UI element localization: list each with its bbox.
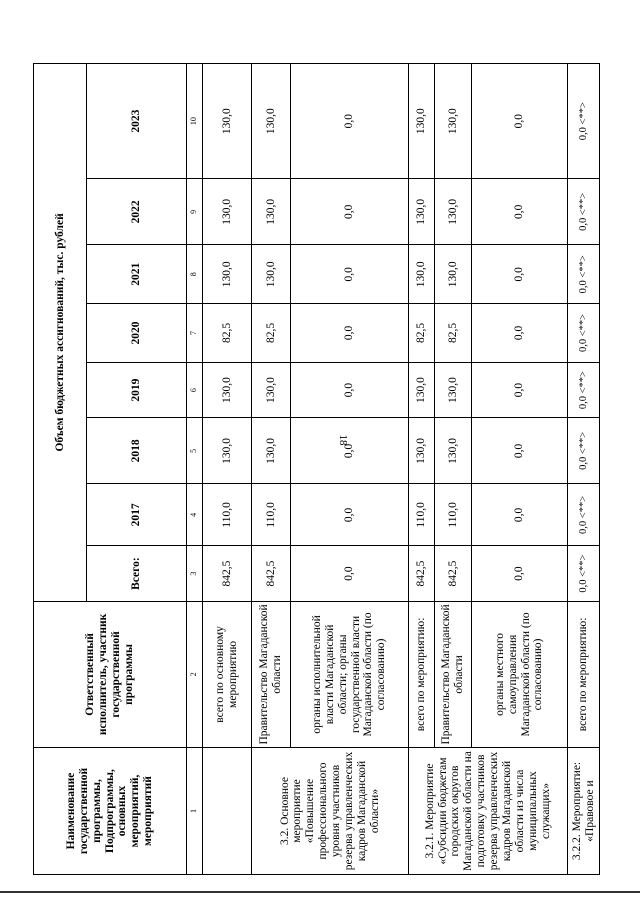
value-cell: 130,0 bbox=[252, 64, 291, 179]
table-row bbox=[568, 64, 600, 875]
column-number: 2 bbox=[187, 601, 203, 747]
value-cell: 130,0 bbox=[252, 179, 291, 245]
value-cell: 0,0 <**> bbox=[568, 64, 600, 179]
value-cell: 0,0 <**> bbox=[568, 546, 600, 601]
value-cell: 110,0 bbox=[252, 484, 291, 546]
column-number: 7 bbox=[187, 304, 203, 363]
row-executor-cell: всего по основному мероприятию bbox=[203, 601, 252, 747]
value-cell: 130,0 bbox=[435, 245, 472, 304]
value-cell: 130,0 bbox=[252, 245, 291, 304]
header-year: 2020 bbox=[87, 304, 187, 363]
header-year: 2017 bbox=[87, 484, 187, 546]
value-cell: 130,0 bbox=[409, 418, 435, 484]
value-cell: 0,0 <**> bbox=[568, 418, 600, 484]
rotated-page-content bbox=[33, 63, 600, 875]
value-cell: 0,0 bbox=[472, 362, 568, 417]
header-year: 2023 bbox=[87, 64, 187, 179]
value-cell: 0,0 <**> bbox=[568, 484, 600, 546]
value-cell: 0,0 bbox=[291, 245, 409, 304]
value-cell: 82,5 bbox=[203, 304, 252, 363]
value-cell: 0,0 bbox=[291, 362, 409, 417]
table-row bbox=[252, 64, 291, 875]
row-name-cell: 3.2. Основное мероприятие «Повышение профессионального уровня участников резерва управленческих кадров Магаданской области» bbox=[252, 748, 409, 875]
column-number: 3 bbox=[187, 546, 203, 601]
header-name: Наименование государственной программы, Подпрограммы, основных мероприятий, мероприятий bbox=[34, 748, 187, 875]
column-number: 4 bbox=[187, 484, 203, 546]
column-number: 6 bbox=[187, 362, 203, 417]
column-number: 5 bbox=[187, 418, 203, 484]
column-number: 1 bbox=[187, 748, 203, 875]
table-row bbox=[203, 64, 252, 875]
value-cell: 110,0 bbox=[435, 484, 472, 546]
value-cell: 130,0 bbox=[252, 362, 291, 417]
value-cell: 0,0 bbox=[291, 484, 409, 546]
row-executor-cell: всего по мероприятию: bbox=[409, 601, 435, 747]
column-number: 8 bbox=[187, 245, 203, 304]
row-name-cell bbox=[203, 748, 252, 875]
budget-table bbox=[33, 63, 600, 875]
value-cell: 0,0 bbox=[472, 418, 568, 484]
row-executor-cell: всего по мероприятию: bbox=[568, 601, 600, 747]
value-cell: 82,5 bbox=[435, 304, 472, 363]
column-number-row bbox=[187, 64, 203, 875]
value-cell: 0,0 bbox=[291, 64, 409, 179]
value-cell: 130,0 bbox=[203, 418, 252, 484]
value-cell: 842,5 bbox=[435, 546, 472, 601]
header-year: 2022 bbox=[87, 179, 187, 245]
row-executor-cell: Правительство Магаданской области bbox=[435, 601, 472, 747]
header-budget-group: Объем бюджетных ассигнований, тыс. рублей bbox=[34, 64, 87, 602]
value-cell: 130,0 bbox=[435, 64, 472, 179]
value-cell: 110,0 bbox=[203, 484, 252, 546]
value-cell: 0,0 <**> bbox=[568, 245, 600, 304]
value-cell: 130,0 bbox=[409, 245, 435, 304]
value-cell: 842,5 bbox=[409, 546, 435, 601]
value-cell: 842,5 bbox=[203, 546, 252, 601]
value-cell: 130,0 bbox=[435, 362, 472, 417]
value-cell: 82,5 bbox=[252, 304, 291, 363]
value-cell: 0,0 <**> bbox=[568, 362, 600, 417]
scan-edge-line bbox=[0, 891, 640, 893]
row-name-cell: 3.2.2. Мероприятие: «Правовое и bbox=[568, 748, 600, 875]
value-cell: 0,0 <**> bbox=[568, 179, 600, 245]
value-cell: 0,0 bbox=[472, 64, 568, 179]
value-cell: 0,0 bbox=[291, 418, 409, 484]
value-cell: 0,0 bbox=[291, 546, 409, 601]
header-year: 2019 bbox=[87, 362, 187, 417]
value-cell: 0,0 bbox=[472, 484, 568, 546]
value-cell: 130,0 bbox=[252, 418, 291, 484]
value-cell: 0,0 bbox=[472, 304, 568, 363]
page-number: 18 bbox=[337, 434, 349, 446]
header-total: Всего: bbox=[87, 546, 187, 601]
header-executor: Ответственный исполнитель, участник государственной программы bbox=[34, 601, 187, 747]
header-year: 2021 bbox=[87, 245, 187, 304]
value-cell: 130,0 bbox=[435, 418, 472, 484]
value-cell: 0,0 bbox=[472, 546, 568, 601]
value-cell: 130,0 bbox=[203, 64, 252, 179]
column-number: 10 bbox=[187, 64, 203, 179]
table-row bbox=[409, 64, 435, 875]
row-name-cell: 3.2.1. Мероприятие «Субсидии бюджетам городских округов Магаданской области на подготовку участников резерва управленческих кадров Магаданской области из числа муниципальных служащих» bbox=[409, 748, 568, 875]
value-cell: 0,0 bbox=[472, 179, 568, 245]
value-cell: 130,0 bbox=[203, 245, 252, 304]
row-executor-cell: органы исполнительной власти Магаданской области; органы государственной власти Магаданской области (по согласованию) bbox=[291, 601, 409, 747]
value-cell: 82,5 bbox=[409, 304, 435, 363]
value-cell: 130,0 bbox=[409, 362, 435, 417]
value-cell: 130,0 bbox=[203, 179, 252, 245]
value-cell: 0,0 bbox=[472, 245, 568, 304]
value-cell: 0,0 <**> bbox=[568, 304, 600, 363]
header-year: 2018 bbox=[87, 418, 187, 484]
row-executor-cell: Правительство Магаданской области bbox=[252, 601, 291, 747]
value-cell: 130,0 bbox=[203, 362, 252, 417]
value-cell: 130,0 bbox=[409, 179, 435, 245]
value-cell: 842,5 bbox=[252, 546, 291, 601]
value-cell: 0,0 bbox=[291, 304, 409, 363]
row-executor-cell: органы местного самоуправления Магаданской области (по согласованию) bbox=[472, 601, 568, 747]
value-cell: 130,0 bbox=[435, 179, 472, 245]
value-cell: 110,0 bbox=[409, 484, 435, 546]
column-number: 9 bbox=[187, 179, 203, 245]
value-cell: 130,0 bbox=[409, 64, 435, 179]
value-cell: 0,0 bbox=[291, 179, 409, 245]
